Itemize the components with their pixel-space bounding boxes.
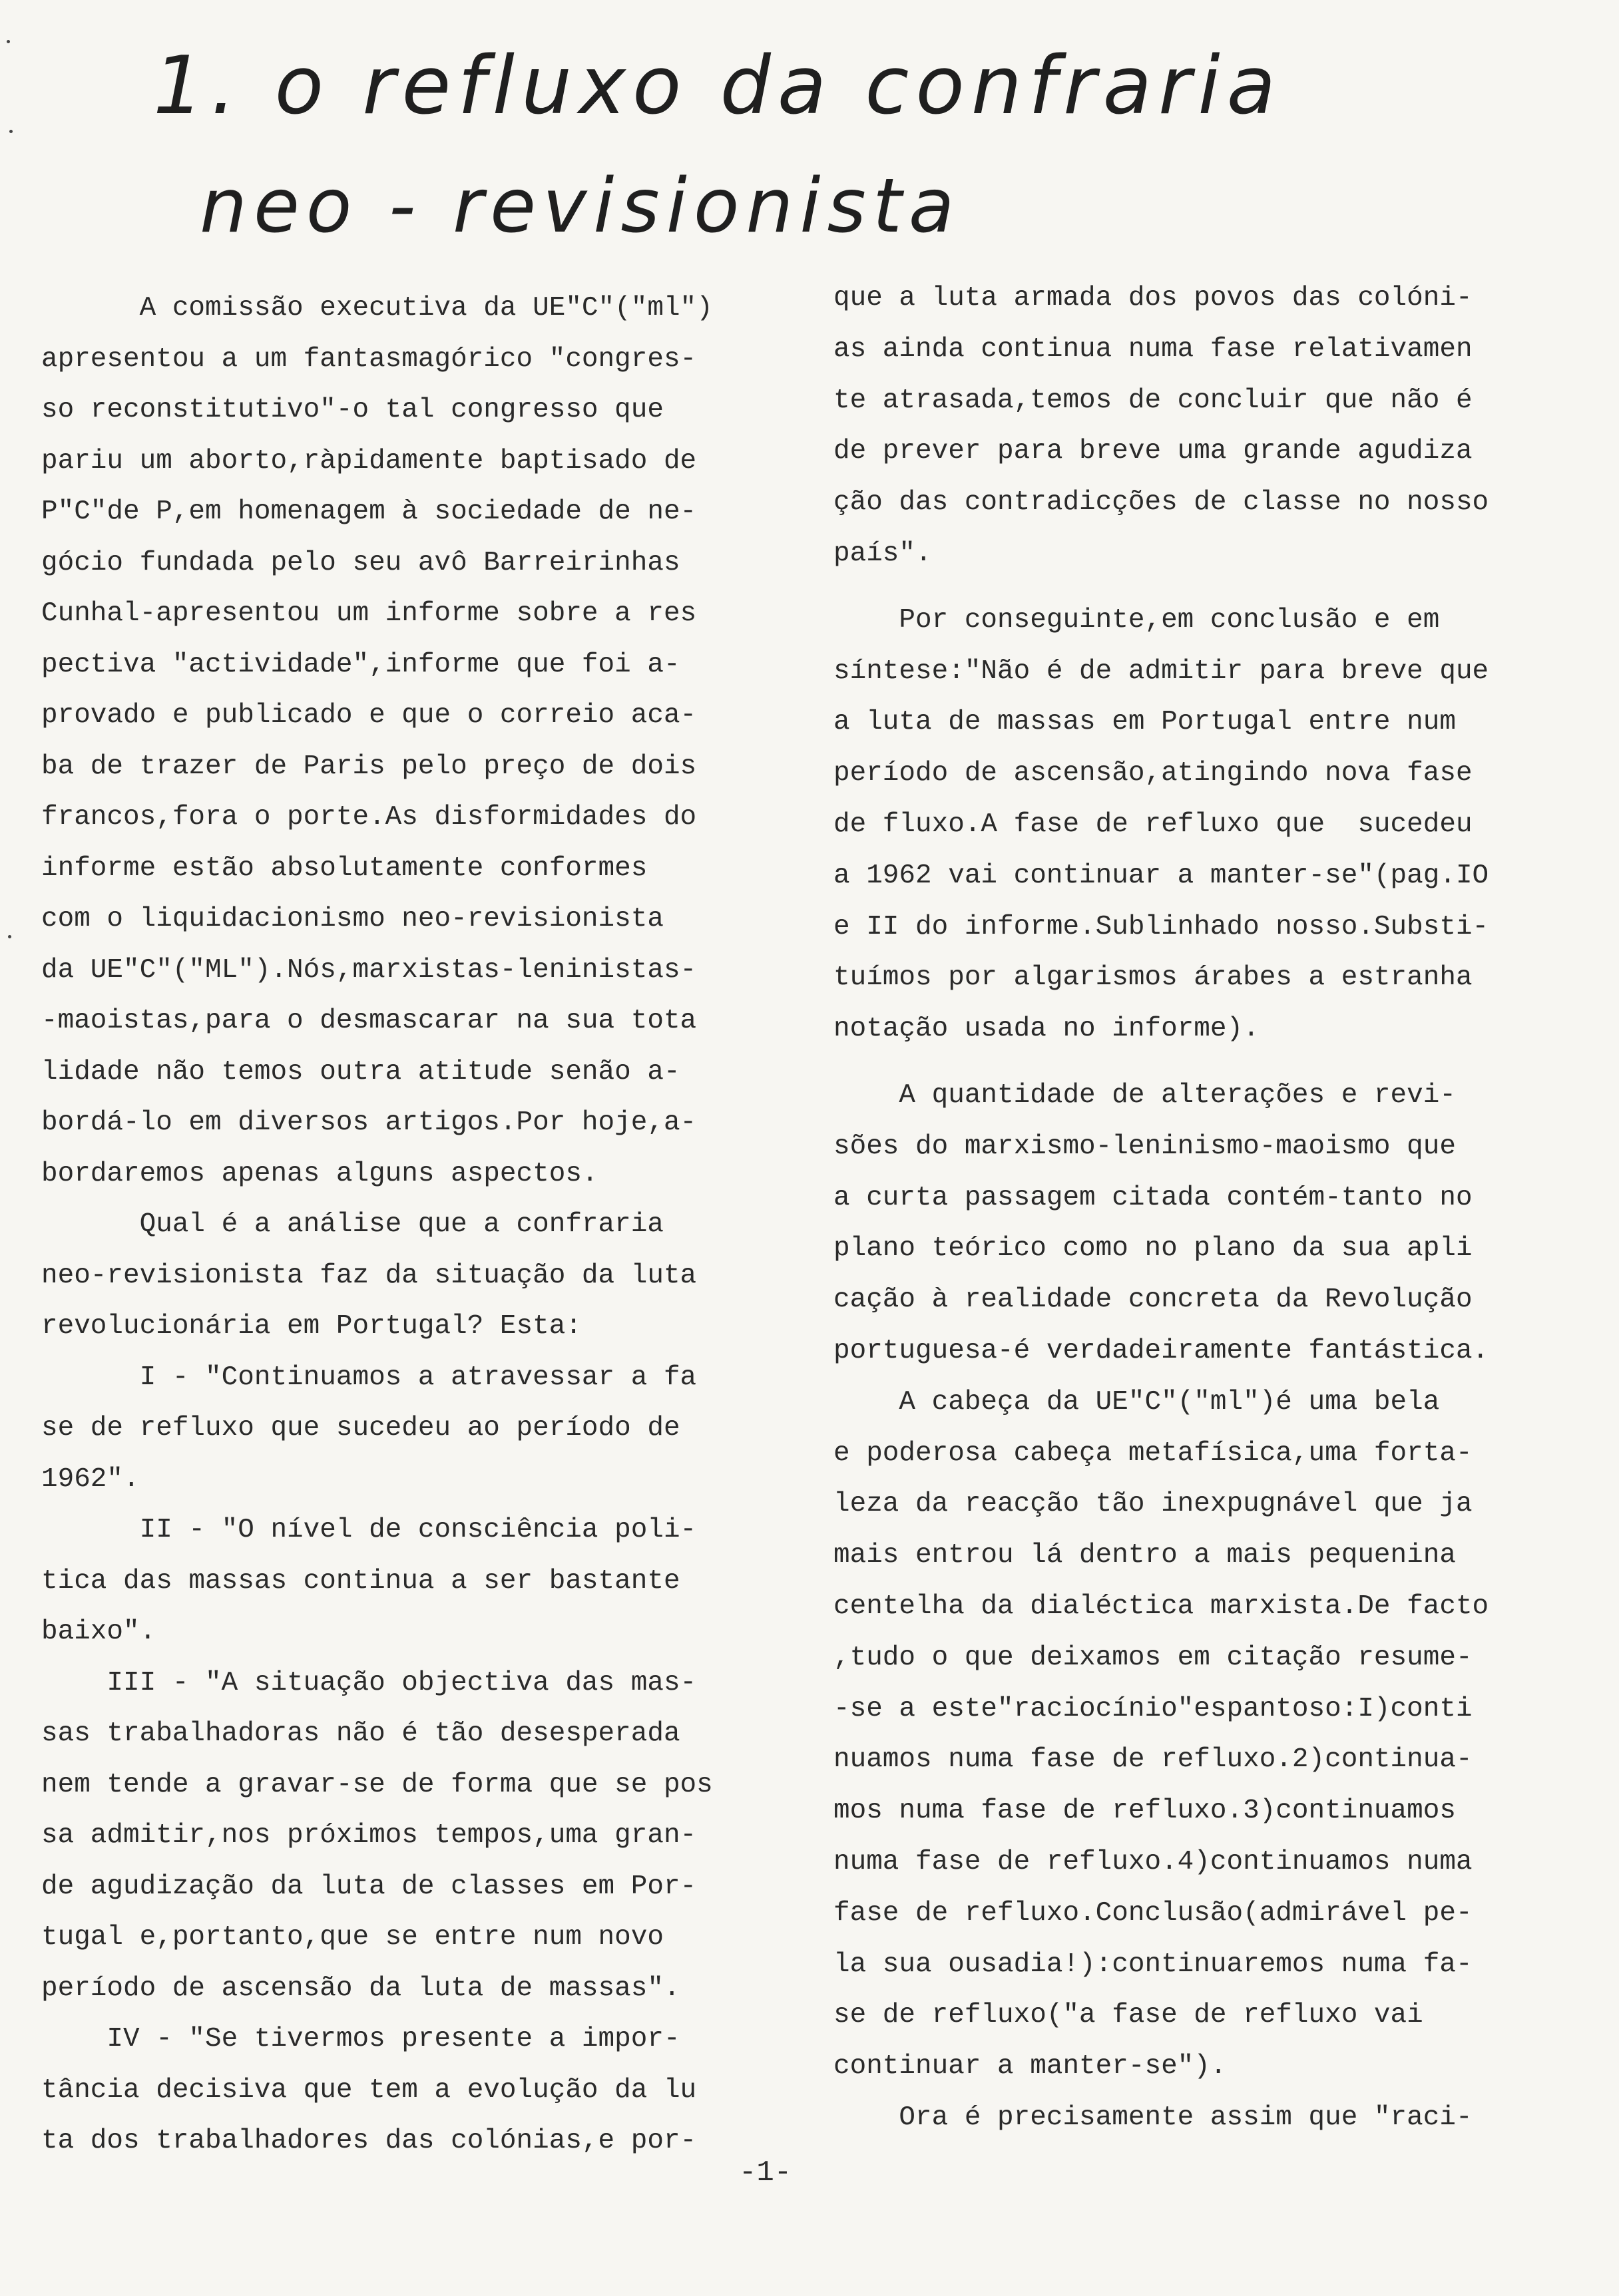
text-line: leza da reacção tão inexpugnável que ja — [833, 1489, 1473, 1520]
text-line: tuímos por algarismos árabes a estranha — [833, 962, 1473, 994]
text-line: informe estão absolutamente conformes — [41, 853, 648, 884]
text-line: Ora é precisamente assim que "raci- — [833, 2102, 1473, 2133]
text-line: apresentou a um fantasmagórico "congres- — [41, 343, 697, 375]
left-column — [41, 283, 760, 2167]
text-line: bordá-lo em diversos artigos.Por hoje,a- — [41, 1107, 697, 1138]
text-line: pariu um aborto,ràpidamente baptisado de — [41, 445, 697, 477]
text-line: neo-revisionista faz da situação da luta — [41, 1260, 697, 1291]
text-line: tância decisiva que tem a evolução da lu — [41, 2074, 697, 2106]
text-line: notação usada no informe). — [833, 1014, 1260, 1045]
text-line: país". — [833, 538, 932, 569]
text-line: Qual é a análise que a confraria — [41, 1209, 664, 1240]
text-line: a 1962 vai continuar a manter-se"(pag.IO — [833, 860, 1489, 891]
text-line: 1962". — [41, 1463, 140, 1495]
text-line: III - "A situação objectiva das mas- — [41, 1667, 697, 1698]
text-line: -maoistas,para o desmascarar na sua tota — [41, 1006, 697, 1036]
text-line: sões do marxismo-leninismo-maoismo que — [833, 1131, 1456, 1162]
text-line: pectiva "actividade",informe que foi a- — [41, 649, 680, 680]
text-line: mais entrou lá dentro a mais pequenina — [833, 1540, 1456, 1571]
title-line-2: neo - revisionista — [200, 163, 961, 250]
text-line: portuguesa-é verdadeiramente fantástica. — [833, 1335, 1489, 1366]
scan-speck — [7, 40, 10, 43]
text-line: ,tudo o que deixamos em citação resume- — [833, 1642, 1473, 1673]
text-line: de prever para breve uma grande agudiza — [833, 436, 1473, 467]
text-line: plano teórico como no plano da sua apli — [833, 1233, 1473, 1264]
scan-speck — [9, 130, 13, 133]
text-line: la sua ousadia!):continuaremos numa fa- — [833, 1949, 1473, 1980]
text-line: período de ascensão,atingindo nova fase — [833, 758, 1473, 789]
text-line: revolucionária em Portugal? Esta: — [41, 1311, 582, 1342]
text-line: mos numa fase de refluxo.3)continuamos — [833, 1796, 1456, 1827]
text-line: A cabeça da UE"C"("ml")é uma bela — [833, 1386, 1440, 1418]
page-number: -1- — [739, 2156, 792, 2190]
text-line: e poderosa cabeça metafísica,uma forta- — [833, 1437, 1473, 1469]
paragraph-gap — [833, 1055, 1552, 1070]
text-line: as ainda continua numa fase relativamen — [833, 333, 1473, 365]
text-line: tugal e,portanto,que se entre num novo — [41, 1922, 664, 1953]
text-line: nem tende a gravar-se de forma que se pos — [41, 1769, 713, 1800]
text-line: e II do informe.Sublinhado nosso.Substi- — [833, 911, 1489, 942]
text-line: sa admitir,nos próximos tempos,uma gran- — [41, 1820, 697, 1851]
text-line: centelha da dialéctica marxista.De facto — [833, 1591, 1489, 1622]
text-line: nuamos numa fase de refluxo.2)continua- — [833, 1744, 1473, 1776]
text-line: período de ascensão da luta de massas". — [41, 1973, 680, 2004]
text-line: Por conseguinte,em conclusão e em — [833, 604, 1440, 636]
text-line: francos,fora o porte.As disformidades do — [41, 802, 697, 833]
paragraph-gap — [833, 580, 1552, 595]
text-line: tica das massas continua a ser bastante — [41, 1565, 680, 1597]
text-line: P"C"de P,em homenagem à sociedade de ne- — [41, 496, 697, 527]
text-line: bordaremos apenas alguns aspectos. — [41, 1158, 598, 1189]
text-line: -se a este"raciocínio"espantoso:I)conti — [833, 1693, 1473, 1724]
text-line: cação à realidade concreta da Revolução — [833, 1284, 1473, 1316]
text-line: sas trabalhadoras não é tão desesperada — [41, 1718, 680, 1749]
text-line: que a luta armada dos povos das colóni- — [833, 283, 1473, 313]
right-column — [833, 273, 1552, 2144]
text-line: provado e publicado e que o correio aca- — [41, 700, 697, 731]
text-line: numa fase de refluxo.4)continuamos numa — [833, 1846, 1473, 1877]
text-line: te atrasada,temos de concluir que não é — [833, 385, 1473, 416]
text-line: da UE"C"("ML").Nós,marxistas-leninistas- — [41, 954, 697, 986]
text-line: ta dos trabalhadores das colónias,e por- — [41, 2126, 697, 2156]
text-line: Cunhal-apresentou um informe sobre a res — [41, 598, 697, 629]
text-line: se de refluxo que sucedeu ao período de — [41, 1413, 680, 1443]
text-line: A quantidade de alterações e revi- — [833, 1079, 1456, 1111]
text-line: com o liquidacionismo neo-revisionista — [41, 904, 664, 934]
text-line: fase de refluxo.Conclusão(admirável pe- — [833, 1897, 1473, 1929]
text-line: baixo". — [41, 1617, 156, 1647]
text-line: a curta passagem citada contém-tanto no — [833, 1182, 1473, 1213]
text-line: se de refluxo("a fase de refluxo vai — [833, 2000, 1423, 2031]
text-line: gócio fundada pelo seu avô Barreirinhas — [41, 547, 680, 578]
text-line: continuar a manter-se"). — [833, 2051, 1227, 2082]
text-line: de agudização da luta de classes em Por- — [41, 1871, 697, 1902]
text-line: ção das contradicções de classe no nosso — [833, 487, 1489, 518]
title-line-1: 1. o refluxo da confraria — [153, 40, 1283, 132]
text-line: IV - "Se tivermos presente a impor- — [41, 2024, 680, 2054]
text-line: a luta de massas em Portugal entre num — [833, 707, 1456, 738]
text-line: lidade não temos outra atitude senão a- — [41, 1056, 680, 1087]
text-line: I - "Continuamos a atravessar a fa — [41, 1362, 697, 1393]
text-line: A comissão executiva da UE"C"("ml") — [41, 293, 713, 323]
text-line: II - "O nível de consciência poli- — [41, 1515, 697, 1545]
scan-speck — [8, 935, 11, 938]
text-line: de fluxo.A fase de refluxo que sucedeu — [833, 809, 1473, 840]
text-line: síntese:"Não é de admitir para breve que — [833, 656, 1489, 687]
text-line: so reconstitutivo"-o tal congresso que — [41, 395, 664, 425]
text-line: ba de trazer de Paris pelo preço de dois — [41, 751, 697, 782]
